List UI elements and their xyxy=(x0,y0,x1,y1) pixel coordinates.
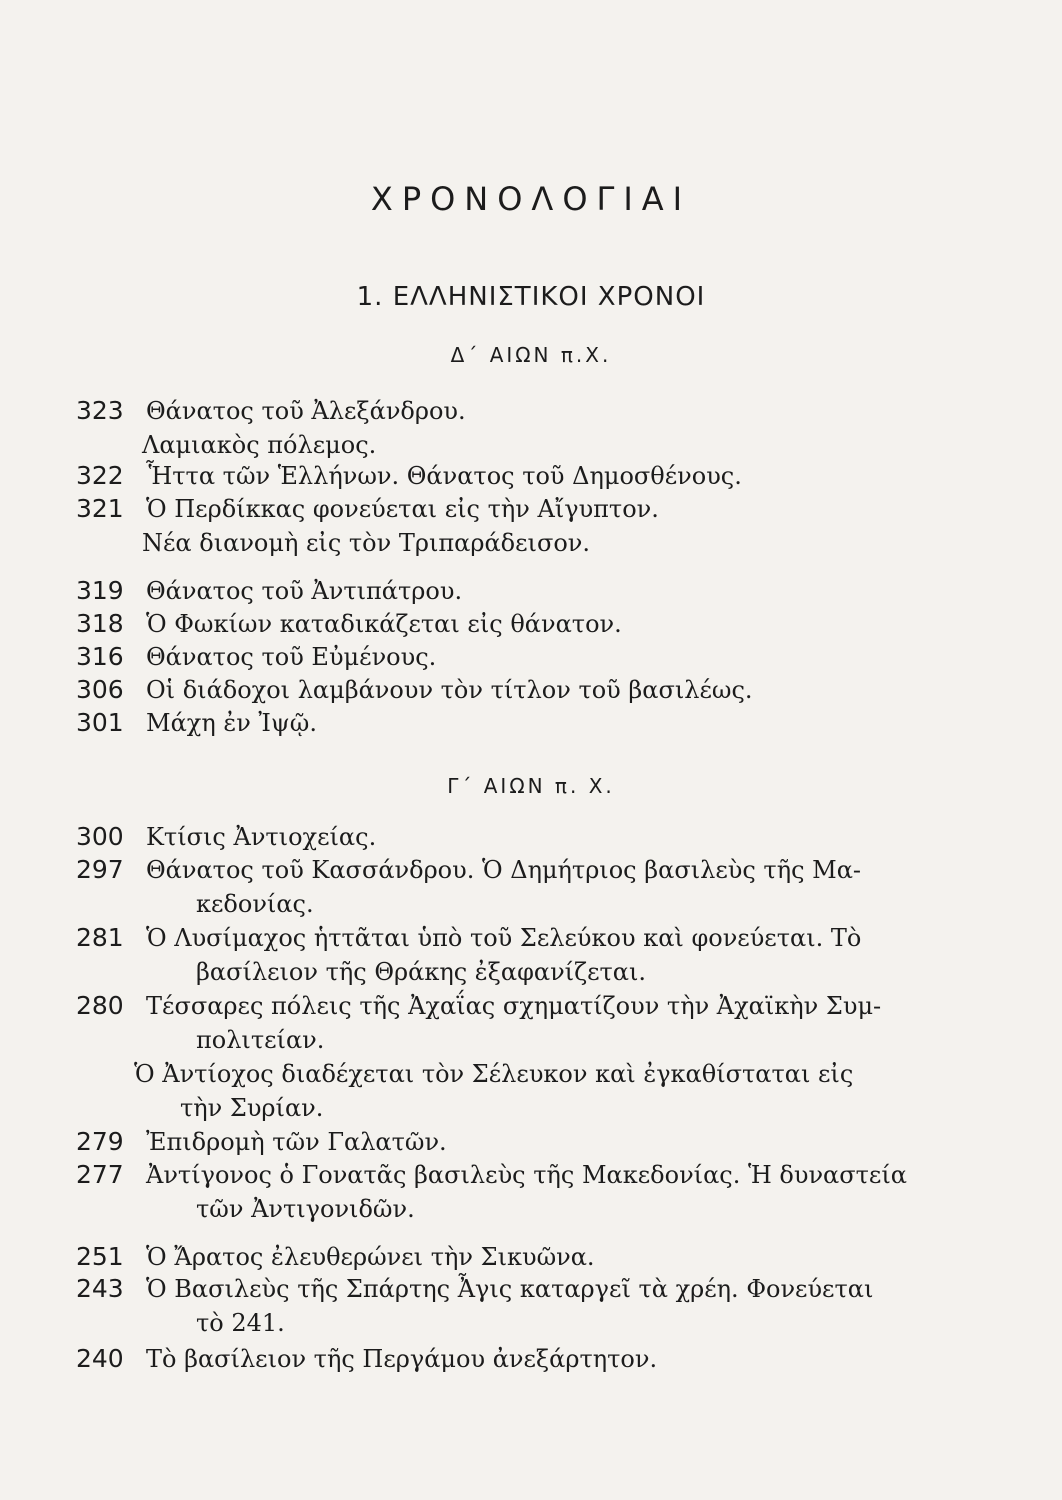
entry-line: Ἀντίγονος ὁ Γονατᾶς βασιλεὺς τῆς Μακεδονίας. Ἡ δυναστεία xyxy=(146,1161,907,1189)
entry-year: 279 xyxy=(76,1127,124,1156)
entry-year: 251 xyxy=(76,1242,124,1271)
entry-line: Θάνατος τοῦ Εὐμένους. xyxy=(146,643,437,671)
entry-text xyxy=(146,820,946,854)
page-title: ΧΡΟΝΟΛΟΓΙΑΙ xyxy=(370,180,692,218)
entry-line: Κτίσις Ἀντιοχείας. xyxy=(146,823,377,851)
entry-text xyxy=(146,607,946,641)
entry-line: Τὸ βασίλειον τῆς Περγάμου ἀνεξάρτητον. xyxy=(146,1345,658,1373)
entry-year: 316 xyxy=(76,642,124,671)
entry-line: Ὁ Ἄρατος ἐλευθερώνει τὴν Σικυῶνα. xyxy=(146,1243,595,1271)
entry-year: 321 xyxy=(76,494,124,523)
entry-text xyxy=(134,1057,934,1125)
entry-text xyxy=(146,921,946,989)
entry-year: 243 xyxy=(76,1274,124,1303)
entry-text xyxy=(146,459,946,493)
entry-year: 280 xyxy=(76,991,124,1020)
entry-line: Ἐπιδρομὴ τῶν Γαλατῶν. xyxy=(146,1128,447,1156)
entry-line: τὸ 241. xyxy=(196,1309,285,1337)
entry-text xyxy=(146,673,946,707)
entry-line: βασίλειον τῆς Θράκης ἐξαφανίζεται. xyxy=(196,958,647,986)
entry-text xyxy=(142,492,946,560)
entry-year: 306 xyxy=(76,675,124,704)
entry-line: Θάνατος τοῦ Κασσάνδρου. Ὁ Δημήτριος βασιλεὺς τῆς Μα- xyxy=(146,856,862,884)
century-heading-4th-bc: Δ΄ ΑΙΩΝ π.Χ. xyxy=(450,343,612,367)
entry-line: Ὁ Βασιλεὺς τῆς Σπάρτης Ἆγις καταργεῖ τὰ χρέη. Φονεύεται xyxy=(146,1275,874,1303)
entry-line: Τέσσαρες πόλεις τῆς Ἀχαΐας σχηματίζουν τὴν Ἀχαϊκὴν Συμ- xyxy=(146,992,882,1020)
entry-year: 300 xyxy=(76,822,124,851)
entry-year: 323 xyxy=(76,396,124,425)
century-heading-3rd-bc: Γ΄ ΑΙΩΝ π. Χ. xyxy=(447,774,615,798)
entry-text xyxy=(146,1158,946,1226)
entry-year: 240 xyxy=(76,1344,124,1373)
entry-line: πολιτείαν. xyxy=(196,1026,325,1054)
entry-line: Ὁ Ἀντίοχος διαδέχεται τὸν Σέλευκον καὶ ἐγκαθίσταται εἰς xyxy=(134,1060,854,1088)
entry-text xyxy=(146,706,946,740)
entry-line: Θάνατος τοῦ Ἀλεξάνδρου. xyxy=(146,397,466,425)
entry-text xyxy=(146,1272,946,1340)
entry-year: 301 xyxy=(76,708,124,737)
entry-year: 281 xyxy=(76,923,124,952)
entry-text xyxy=(146,1342,946,1376)
entry-line: Νέα διανομὴ εἰς τὸν Τριπαράδεισον. xyxy=(142,529,591,557)
entry-year: 319 xyxy=(76,576,124,605)
entry-year: 322 xyxy=(76,461,124,490)
entry-text xyxy=(146,1125,946,1159)
entry-year: 318 xyxy=(76,609,124,638)
entry-text xyxy=(146,989,946,1057)
entry-line: Ὁ Λυσίμαχος ἡττᾶται ὑπὸ τοῦ Σελεύκου καὶ φονεύεται. Τὸ xyxy=(146,924,862,952)
entry-line: τῶν Ἀντιγονιδῶν. xyxy=(196,1195,415,1223)
entry-line: Ὁ Φωκίων καταδικάζεται εἰς θάνατον. xyxy=(146,610,622,638)
entry-year: 297 xyxy=(76,855,124,884)
entry-text xyxy=(146,574,946,608)
entry-line: Ὁ Περδίκκας φονεύεται εἰς τὴν Αἴγυπτον. xyxy=(146,495,659,523)
entry-line: Οἱ διάδοχοι λαμβάνουν τὸν τίτλον τοῦ βασιλέως. xyxy=(146,676,753,704)
entry-line: Μάχη ἐν Ἰψῷ. xyxy=(146,709,317,737)
entry-text xyxy=(146,640,946,674)
entry-line: τὴν Συρίαν. xyxy=(180,1094,324,1122)
entry-line: Ἧττα τῶν Ἑλλήνων. Θάνατος τοῦ Δημοσθένους. xyxy=(146,462,742,490)
entry-line: Λαμιακὸς πόλεμος. xyxy=(142,431,377,459)
entry-line: κεδονίας. xyxy=(196,890,314,918)
entry-year: 277 xyxy=(76,1160,124,1189)
entry-text xyxy=(146,853,946,921)
entry-line: Θάνατος τοῦ Ἀντιπάτρου. xyxy=(146,577,463,605)
entry-text xyxy=(142,394,946,462)
entry-text xyxy=(146,1240,946,1274)
section-title: 1. ΕΛΛΗΝΙΣΤΙΚΟΙ ΧΡΟΝΟΙ xyxy=(356,282,706,312)
